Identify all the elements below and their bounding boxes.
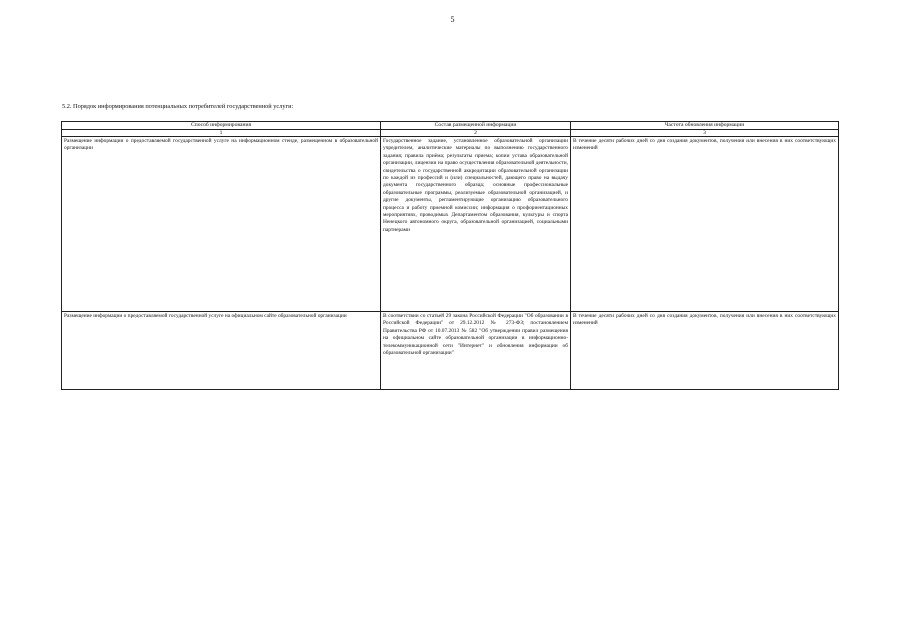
table-column-number-row — [62, 129, 839, 137]
column-number-1: 1 — [62, 129, 381, 137]
section-heading: 5.2. Порядок информирования потенциальных потребителей государственной услуги: — [62, 103, 294, 110]
header-method: Способ информирования — [62, 122, 381, 130]
header-frequency: Частота обновления информации — [571, 122, 839, 130]
table-header-row — [62, 122, 839, 130]
row-2-frequency: В течение десяти рабочих дней со дня создания документов, получения или внесения в них соответствующих изменений — [571, 312, 839, 390]
column-number-3: 3 — [571, 129, 839, 137]
row-2-method: Размещение информации о предоставляемой государственной услуге на официальном сайте образовательной организации — [62, 312, 381, 390]
row-1-frequency: В течение десяти рабочих дней со дня создания документов, получения или внесения в них соответствующих изменений — [571, 137, 839, 312]
row-2-content: В соответствии со статьей 29 закона Российской Федерации "Об образовании в Российской Федерации" от 29.12.2012 № 273-ФЗ; постановлением Правительства РФ от 10.07.2013 № 582 "Об утверждении правил размещения на официальном сайте образовательной организации в информационно-телекоммуникационной сети "Интернет" и обновления информации об образовательной организации" — [381, 312, 571, 390]
row-1-method: Размещение информации о предоставляемой государственной услуге на информационном стенде, размещенном в образовательной организации — [62, 137, 381, 312]
header-content: Состав размещенной информации — [381, 122, 571, 130]
table-row — [62, 312, 839, 390]
table-row — [62, 137, 839, 312]
page-number: 5 — [450, 15, 455, 24]
column-number-2: 2 — [381, 129, 571, 137]
information-table — [61, 121, 839, 390]
row-1-content: Государственное задание, установленное образовательной организации учредителем, аналитические материалы по выполнению государственного задания; правила приёма; результаты приема; копии устава образовательной организации, лицензии на право осуществления образовательной деятельности, свидетельства о государственной аккредитации образовательной организации по каждой из профессий и (или) специальностей, дающего право на выдачу документа государственного образца; основные профессиональные образовательные программы, реализуемые образовательной организацией, и другие документы, регламентирующие организацию образовательного процесса и работу приемной комиссии; информация о профориентационных мероприятиях, проводимых Департаментом образования, культуры и спорта Ненецкого автономного округа, образовательной организацией, социальными партнерами — [381, 137, 571, 312]
